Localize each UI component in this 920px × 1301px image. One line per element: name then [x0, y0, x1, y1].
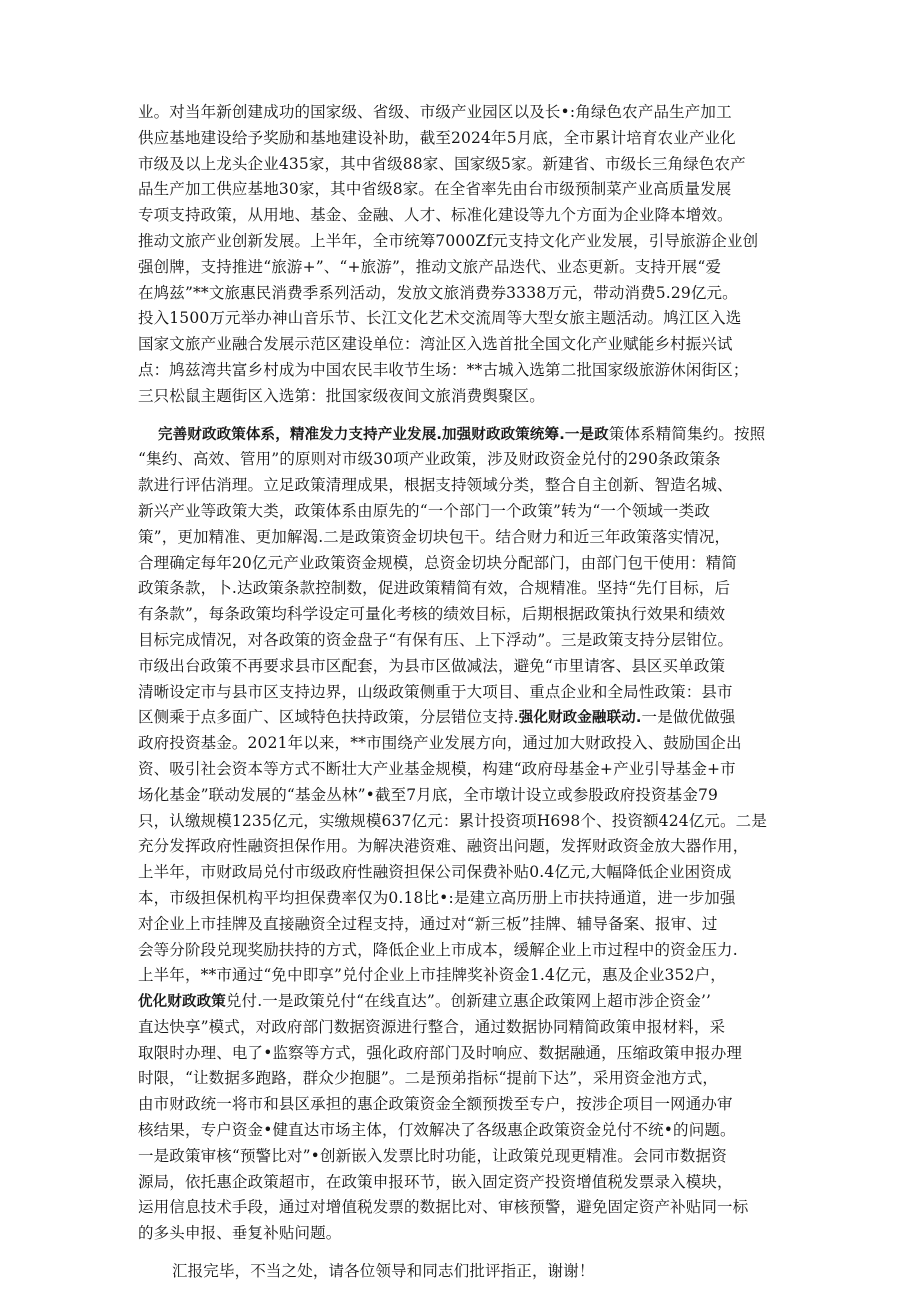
text-line: 充分发挥政府性融资担保作用。为解决港资难、融资出问题，发挥财政资金放大器作用， [138, 837, 749, 856]
text-line: 一是政策审核“预警比对”•创新嵌入发票比时功能，让政策兑现更精准。会同市数据资 [138, 1146, 727, 1165]
text-line: 目标完成情况，对各政策的资金盘子“有保有压、上下浮动”。三是政策支持分层钳位。 [138, 630, 734, 649]
text-line: 三只松鼠主题街区入选第：批国家级夜间文旅消费舆聚区。 [138, 386, 545, 405]
text-line: 新兴产业等政策大类，政策体系由原先的“一个部门一个政策”转为“一个领域一类政 [138, 501, 710, 520]
text-line: 国家文旅产业融合发展示范区建设单位：湾沚区入选首批全国文化产业赋能乡村振兴试 [138, 335, 733, 354]
paragraph-spacer [138, 410, 790, 422]
text-line [138, 989, 790, 1015]
closing-paragraph [138, 1259, 790, 1285]
text-line: 在鸠兹”**文旅惠民消费季系列活动，发放文旅消费券3338万元，带动消费5.29亿元。 [138, 283, 738, 302]
text-fragment: 兑付.一是政策兑付“在线直达”。创新建立惠企政策网上超市涉企资金’’ [225, 992, 712, 1011]
text-line: 清晰设定市与县市区支持边界，山级政策侧重于大项目、重点企业和全局性政策：县市 [138, 682, 733, 701]
text-line: 专项支持政策，从用地、基金、金融、人才、标准化建设等九个方面为企业降本增效。 [138, 206, 733, 225]
text-line [138, 705, 790, 731]
text-line: 由市财政统一将市和县区承担的惠企政策资金全额预拨至专户，按涉企项目一网通办审 [138, 1095, 733, 1114]
text-line: 策”，更加精准、更加解渴.二是政策资金切块包干。结合财力和近三年政策落实情况， [138, 527, 731, 546]
text-line: 会等分阶段兑现奖励扶持的方式，降低企业上市成本，缓解企业上市过程中的资金压力. [138, 940, 738, 959]
text-line: 运用信息技术手段，通过对增值税发票的数据比对、审核预警，避免固定资产补贴同一标 [138, 1198, 749, 1217]
text-line: 时限，“让数据多跑路，群众少抱腿”。二是预弟指标“提前下达”，采用资金池方式， [138, 1069, 719, 1088]
text-line: 场化基金”联动发展的“基金丛林”•截至7月底，全市墩计设立或参股政府投资基金79 [138, 785, 719, 804]
text-line: 有条款”，每条政策均科学设定可量化考核的绩效目标，后期根据政策执行效果和绩效 [138, 605, 726, 624]
text-line: “集约、高效、管用”的原则对市级30项产业政策，涉及财政资金兑付的290条政策条 [138, 450, 721, 469]
text-line: 上半年，**市通过“免中即享”兑付企业上市挂牌奖补资金1.4亿元，惠及企业352户， [138, 966, 726, 985]
text-line: 投入1500万元举办神山音乐节、长江文化艺术交流周等大型女旅主题活动。鸠江区入选 [138, 309, 742, 328]
section-heading-fiscal-policy: 完善财政政策体系，精准发力支持产业发展.加强财政政策统筹.一是政 [158, 426, 609, 443]
text-line: 源局，依托惠企政策超市，在政策申报环节，嵌入固定资产投资增值税发票录入模块， [138, 1172, 733, 1191]
text-line [138, 422, 790, 448]
text-line: 强创牌，支持推进“旅游+”、“+旅游”，推动文旅产品迭代、业态更新。支持开展“爱 [138, 257, 722, 276]
text-line: 资、吸引社会资本等方式不断壮大产业基金规模，构建“政府母基金+产业引导基金+市 [138, 759, 736, 778]
paragraph-agri-tourism [138, 100, 790, 410]
text-line: 直达快享”模式，对政府部门数据资源进行整合，通过数据协同精简政策申报材料，采 [138, 1017, 726, 1036]
text-line: 合理确定每年20亿元产业政策资金规模，总资金切块分配部门，由部门包干使用：精简 [138, 553, 738, 572]
section-heading-optimize-payment: 优化财政政策 [138, 994, 226, 1011]
text-line: 品生产加工供应基地30家，其中省级8家。在全省率先由台市级预制菜产业高质量发展 [138, 180, 732, 199]
text-fragment: 区侧乘于点多面广、区域特色扶持政策，分层错位支持. [138, 708, 519, 727]
document-body [138, 100, 790, 1285]
text-line: 供应基地建设给予奖励和基地建设补助，截至2024年5月底，全市累计培育农业产业化 [138, 128, 736, 147]
text-line: 推动文旅产业创新发展。上半年，全市统筹7000Zf元支持文化产业发展，引导旅游企业创 [138, 231, 759, 250]
text-line: 取限时办理、电了•监察等方式，强化政府部门及时响应、数据融通，压缩政策申报办理 [138, 1043, 742, 1062]
closing-line: 汇报完毕，不当之处，请各位领导和同志们批评指正，谢谢！ [172, 1262, 595, 1281]
section-heading-finance-linkage: 强化财政金融联动. [518, 710, 642, 727]
text-line: 本，市级担保机构平均担保费率仅为0.18比•:是建立高历册上市扶持通道，进一步加强 [138, 888, 736, 907]
text-line: 业。对当年新创建成功的国家级、省级、市级产业园区以及长•:角绿色农产品生产加工 [138, 103, 732, 121]
text-fragment: 策体系精简集约。按照 [608, 424, 766, 443]
text-line: 核结果，专户资金•健直达市场主体，仃效解决了各级惠企政策资金兑付不统•的问题。 [138, 1121, 736, 1140]
text-line: 对企业上市挂牌及直接融资全过程支持，通过对“新三板”挂牌、辅导备案、报审、过 [138, 914, 718, 933]
text-line: 市级出台政策不再要求县市区配套，为县市区做减法，避免“市里请客、县区买单政策 [138, 656, 726, 675]
text-line: 上半年，市财政局兑付市级政府性融资担保公司保费补贴0.4亿元,大幅降低企业困资成 [138, 863, 732, 882]
paragraph-fiscal-policy [138, 422, 790, 1248]
text-line: 只，认缴规模1235亿元，实缴规模637亿元：累计投资项H698个、投资额424亿元。二是 [138, 811, 767, 830]
text-line: 政府投资基金。2021年以来，**市围绕产业发展方向，通过加大财政投入、鼓励国企出 [138, 734, 742, 753]
text-fragment: 一是做优做强 [641, 708, 736, 727]
text-line: 政策条款，卜.达政策条款控制数，促进政策精简有效，合规精准。坚持“先仃目标，后 [138, 579, 731, 598]
text-line: 点：鸠兹湾共富乡村成为中国农民丰收节生场：**古城入选第二批国家级旅游休闲街区； [138, 360, 749, 379]
text-line: 的多头申报、垂复补贴问题。 [138, 1224, 342, 1243]
text-line: 款进行评估消理。立足政策清理成果，根据支持领域分类，整合自主创新、智造名城、 [138, 476, 733, 495]
text-line: 市级及以上龙头企业435家，其中省级88家、国家级5家。新建省、市级长三角绿色农产 [138, 154, 746, 173]
